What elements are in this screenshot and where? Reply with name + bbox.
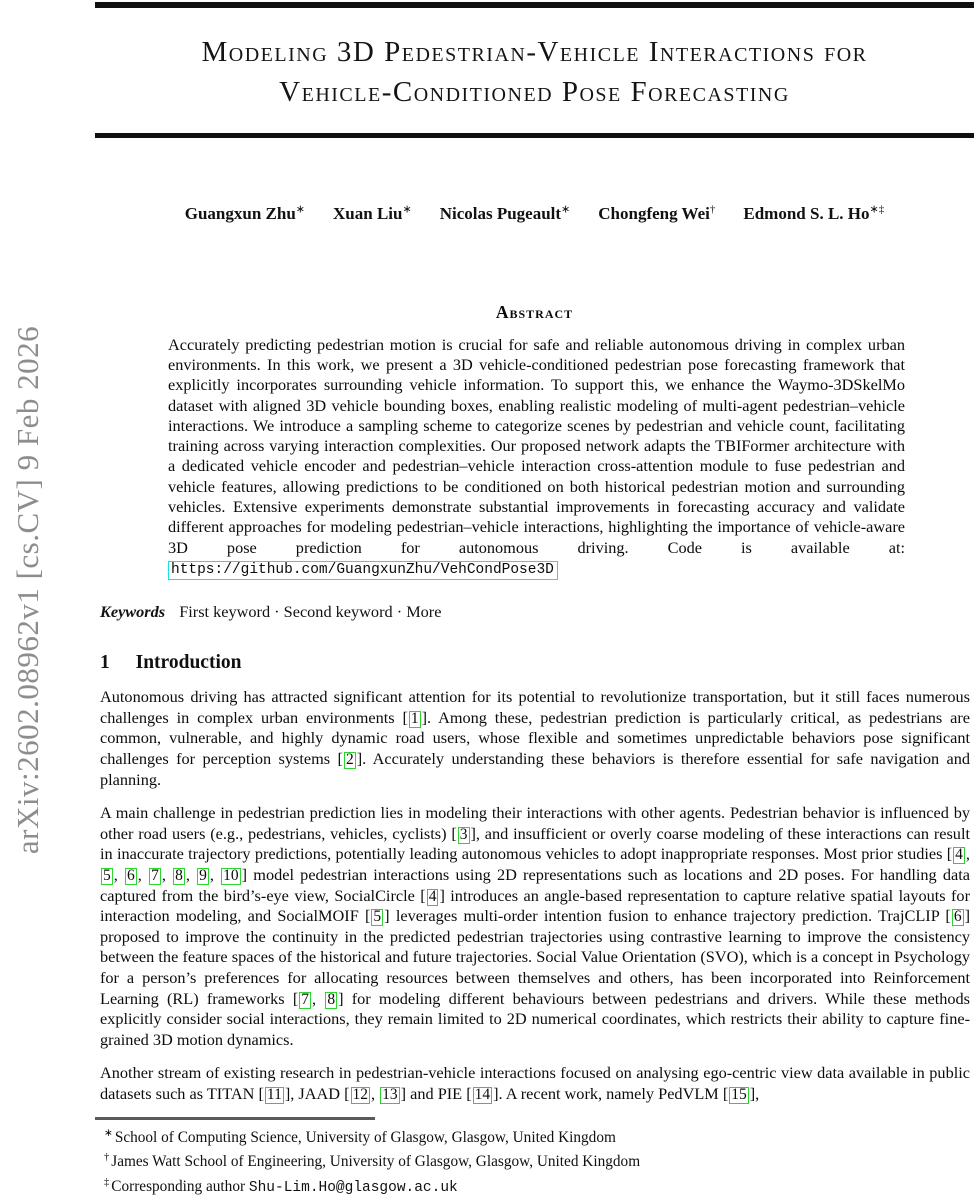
- citation-ref[interactable]: 5: [373, 908, 382, 926]
- paper-title-line-2: Vehicle-Conditioned Pose Forecasting: [279, 76, 790, 108]
- footnote-mark: ∗: [104, 1127, 113, 1139]
- paper-title-line-1: Modeling 3D Pedestrian-Vehicle Interactions for: [201, 36, 868, 68]
- keywords-label: Keywords: [100, 602, 166, 622]
- abstract-heading: Abstract: [495, 301, 574, 322]
- author-affiliation-mark: †: [709, 203, 716, 215]
- body-paragraph: Autonomous driving has attracted significant attention for its potential to revolutionize transportation, but it still faces numerous challenges in complex urban environments [ 1 ]. Among these, pedestrian prediction is particularly critical, as pedestrians are common, vulnerable, and highly dynamic road users, whose flexible and sometimes unpredictable behaviors pose significant challenges for perception systems [ 2 ]. Accurately understanding these behaviors is therefore essential for safe navigation and planning.: [100, 687, 971, 789]
- author-name: Chongfeng Wei†: [598, 203, 716, 223]
- citation-ref[interactable]: 1: [410, 709, 419, 727]
- section-title: Introduction: [135, 652, 242, 674]
- citation-ref[interactable]: 6: [953, 908, 962, 926]
- citation-ref[interactable]: 10: [223, 866, 239, 884]
- footnotes: [104, 1124, 964, 1199]
- citation-ref[interactable]: 12: [352, 1085, 368, 1103]
- corresponding-email[interactable]: Shu-Lim.Ho@glasgow.ac.uk: [248, 1179, 458, 1196]
- author-name: Nicolas Pugeault∗: [439, 203, 571, 223]
- author-affiliation-mark: ∗‡: [869, 203, 885, 215]
- citation-ref[interactable]: 3: [459, 825, 468, 843]
- citation-ref[interactable]: 14: [474, 1085, 491, 1103]
- title-rule-bottom: [95, 133, 974, 138]
- author-name: Edmond S. L. Ho∗‡: [743, 203, 885, 223]
- citation-ref[interactable]: 13: [382, 1085, 398, 1103]
- paper-title: [0, 32, 974, 112]
- author-affiliation-mark: ∗: [561, 203, 571, 215]
- citation-ref[interactable]: 15: [731, 1085, 747, 1103]
- citation-ref[interactable]: 8: [327, 990, 336, 1008]
- footnote: ∗ School of Computing Science, University of Glasgow, Glasgow, United Kingdom: [104, 1127, 616, 1146]
- footnote-mark: ‡: [104, 1176, 110, 1188]
- abstract-paragraph: Accurately predicting pedestrian motion is crucial for safe and reliable autonomous driving in complex urban environments. In this work, we present a 3D vehicle-conditioned pedestrian pose forecasting framework that explicitly incorporates surrounding vehicle information. To support this, we enhance the Waymo-3DSkelMo dataset with aligned 3D vehicle bounding boxes, enabling realistic modeling of multi-agent pedestrian–vehicle interactions. We introduce a sampling scheme to categorize scenes by pedestrian and vehicle count, facilitating training across varying interaction complexities. Our proposed network adapts the TBIFormer architecture with a dedicated vehicle encoder and pedestrian–vehicle interaction cross-attention module to fuse pedestrian and vehicle features, allowing predictions to be conditioned on both historical pedestrian motion and surrounding vehicles. Extensive experiments demonstrate substantial improvements in forecasting accuracy and validate different approaches for modeling pedestrian–vehicle interactions, highlighting the importance of vehicle-aware 3D pose prediction for autonomous driving. Code is available at:: [168, 334, 905, 557]
- citation-ref[interactable]: 2: [345, 751, 354, 768]
- author-name: Guangxun Zhu∗: [184, 203, 306, 223]
- citation-ref[interactable]: 4: [428, 887, 437, 905]
- author-affiliation-mark: ∗: [295, 203, 306, 215]
- title-rule-top: [95, 2, 974, 8]
- abstract-text: [168, 335, 905, 581]
- citation-ref[interactable]: 5: [103, 866, 111, 884]
- body-paragraph: Another stream of existing research in pedestrian-vehicle interactions focused on analysing ego-centric view data available in public datasets such as TITAN [ 11 ], JAAD [ 12 , 13 ] and PIE [ 14 ]. A recent work, namely PedVLM [ 15 ],: [100, 1063, 970, 1103]
- intro-paragraphs: [100, 687, 970, 1104]
- footnote: ‡ Corresponding author Shu-Lim.Ho@glasgow.ac.uk: [104, 1176, 458, 1196]
- footnote-rule: [95, 1117, 375, 1120]
- citation-ref[interactable]: 8: [175, 866, 183, 884]
- footnote: † James Watt School of Engineering, University of Glasgow, Glasgow, United Kingdom: [104, 1152, 641, 1171]
- keywords-text: First keyword · Second keyword · More: [179, 602, 442, 622]
- citation-ref[interactable]: 7: [151, 866, 159, 884]
- citation-ref[interactable]: 6: [127, 866, 135, 884]
- keywords-line: [100, 602, 970, 622]
- section-heading-introduction: [100, 652, 970, 674]
- citation-ref[interactable]: 7: [301, 990, 310, 1008]
- footnote-mark: †: [104, 1152, 110, 1164]
- citation-ref[interactable]: 4: [955, 846, 963, 864]
- code-repository-link[interactable]: https://github.com/GuangxunZhu/VehCondPose3D: [168, 561, 558, 580]
- section-number: 1: [100, 652, 110, 674]
- authors-row: [95, 202, 974, 224]
- body-paragraph: A main challenge in pedestrian prediction lies in modeling their interactions with other agents. Pedestrian behavior is influenced by other road users (e.g., pedestrians, vehicles, cyclists) [ 3 ], and insufficient or overly coarse modeling of these interactions can result in inaccurate trajectory predictions, potentially leading autonomous vehicles to adopt inappropriate responses. Most prior studies [ 4 , 5 , 6 , 7 , 8 , 9 , 10 ] model pedestrian interactions using 2D representations such as locations and 2D poses. For handling data captured from the bird’s-eye view, SocialCircle [ 4 ] introduces an angle-based representation to capture relative spatial layouts for interaction modeling, and SocialMOIF [ 5 ] leverages multi-order intention fusion to enhance trajectory prediction. TrajCLIP [ 6 ] proposed to improve the continuity in the predicted pedestrian trajectories using contrastive learning to improve the consistency between the feature spaces of the historical and future trajectories. Social Value Orientation (SVO), which is a concept in Psychology for a person’s preferences for allocating resources between themselves and others, has been incorporated into Reinforcement Learning (RL) frameworks [ 7 , 8 ] for modeling different behaviours between pedestrians and drivers. While these methods explicitly consider social interactions, they remain limited to 2D numerical coordinates, which restricts their ability to capture fine-grained 3D motion dynamics.: [100, 803, 971, 1049]
- citation-ref[interactable]: 9: [199, 866, 207, 884]
- citation-ref[interactable]: 11: [266, 1085, 282, 1103]
- author-name: Xuan Liu∗: [333, 203, 412, 223]
- arxiv-watermark: arXiv:2602.08962v1 [cs.CV] 9 Feb 2026: [10, 325, 45, 855]
- author-affiliation-mark: ∗: [402, 203, 412, 215]
